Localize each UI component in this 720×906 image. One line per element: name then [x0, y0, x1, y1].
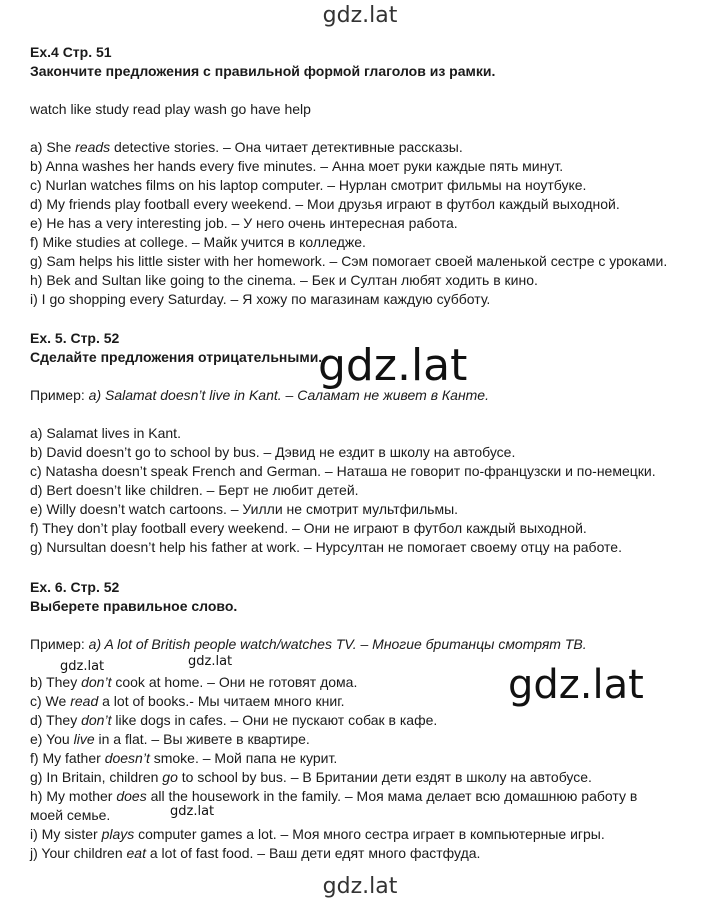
- ex4-word-box: watch like study read play wash go have help: [30, 101, 311, 117]
- ex6-example: Пример: a) A lot of British people watch/watches TV. – Многие британцы смотрят ТВ.: [30, 636, 587, 652]
- list-item: c) Nurlan watches films on his laptop computer. – Нурлан смотрит фильмы на ноутбуке.: [30, 177, 587, 193]
- list-item: e) Willy doesn’t watch cartoons. – Уилли не смотрит мультфильмы.: [30, 501, 459, 517]
- list-item: b) They don’t cook at home. – Они не готовят дома.: [30, 674, 358, 690]
- list-item: f) They don’t play football every weekend. – Они не играют в футбол каждый выходной.: [30, 520, 587, 536]
- watermark-small-3: gdz.lat: [170, 804, 215, 819]
- list-item: h) Bek and Sultan like going to the cinema. – Бек и Султан любят ходить в кино.: [30, 272, 538, 288]
- list-item: a) Salamat lives in Kant.: [30, 425, 181, 441]
- watermark-mid: gdz.lat: [318, 340, 468, 391]
- list-item: f) Mike studies at college. – Майк учится в колледже.: [30, 234, 366, 250]
- list-item: j) Your children eat a lot of fast food. – Ваш дети едят много фастфуда.: [30, 845, 481, 861]
- ex5-heading: Ex. 5. Стр. 52: [30, 330, 120, 346]
- list-item: d) Bert doesn’t like children. – Берт не любит детей.: [30, 482, 359, 498]
- list-item: d) My friends play football every weekend. – Мои друзья играют в футбол каждый выходной.: [30, 196, 620, 212]
- list-item: i) I go shopping every Saturday. – Я хожу по магазинам каждую субботу.: [30, 291, 491, 307]
- list-item: i) My sister plays computer games a lot. – Моя много сестра играет в компьютерные игры.: [30, 826, 605, 842]
- watermark-small-2: gdz.lat: [188, 654, 233, 669]
- ex4-instruction: Закончите предложения с правильной формой глаголов из рамки.: [30, 63, 496, 79]
- ex6-heading: Ex. 6. Стр. 52: [30, 579, 120, 595]
- watermark-top: gdz.lat: [322, 3, 398, 28]
- list-item: f) My father doesn’t smoke. – Мой папа не курит.: [30, 750, 338, 766]
- list-item: h) My mother does all the housework in the family. – Моя мама делает всю домашнюю работу в: [30, 788, 638, 804]
- list-item: g) In Britain, children go to school by bus. – В Британии дети ездят в школу на автобусе.: [30, 769, 592, 785]
- list-item: g) Sam helps his little sister with her homework. – Сэм помогает своей маленькой сестре с уроками.: [30, 253, 668, 269]
- list-item: e) You live in a flat. – Вы живете в квартире.: [30, 731, 310, 747]
- ex5-example: Пример: a) Salamat doesn’t live in Kant. – Саламат не живет в Канте.: [30, 387, 489, 403]
- list-item: b) Anna washes her hands every five minutes. – Анна моет руки каждые пять минут.: [30, 158, 564, 174]
- ex5-instruction: Сделайте предложения отрицательными.: [30, 349, 323, 365]
- watermark-right: gdz.lat: [508, 662, 644, 708]
- list-item: моей семье.: [30, 807, 111, 823]
- ex4-heading: Ex.4 Стр. 51: [30, 44, 112, 60]
- list-item: b) David doesn’t go to school by bus. – Дэвид не ездит в школу на автобусе.: [30, 444, 516, 460]
- list-item: a) She reads detective stories. – Она читает детективные рассказы.: [30, 139, 463, 155]
- list-item: e) He has a very interesting job. – У него очень интересная работа.: [30, 215, 458, 231]
- list-item: g) Nursultan doesn’t help his father at work. – Нурсултан не помогает своему отцу на работе.: [30, 539, 622, 555]
- list-item: d) They don’t like dogs in cafes. – Они не пускают собак в кафе.: [30, 712, 438, 728]
- watermark-small-1: gdz.lat: [60, 659, 105, 674]
- ex6-instruction: Выберете правильное слово.: [30, 598, 238, 614]
- list-item: c) We read a lot of books.- Мы читаем много книг.: [30, 693, 345, 709]
- list-item: c) Natasha doesn’t speak French and German. – Наташа не говорит по-французски и по-немецки.: [30, 463, 656, 479]
- watermark-bottom: gdz.lat: [322, 874, 398, 899]
